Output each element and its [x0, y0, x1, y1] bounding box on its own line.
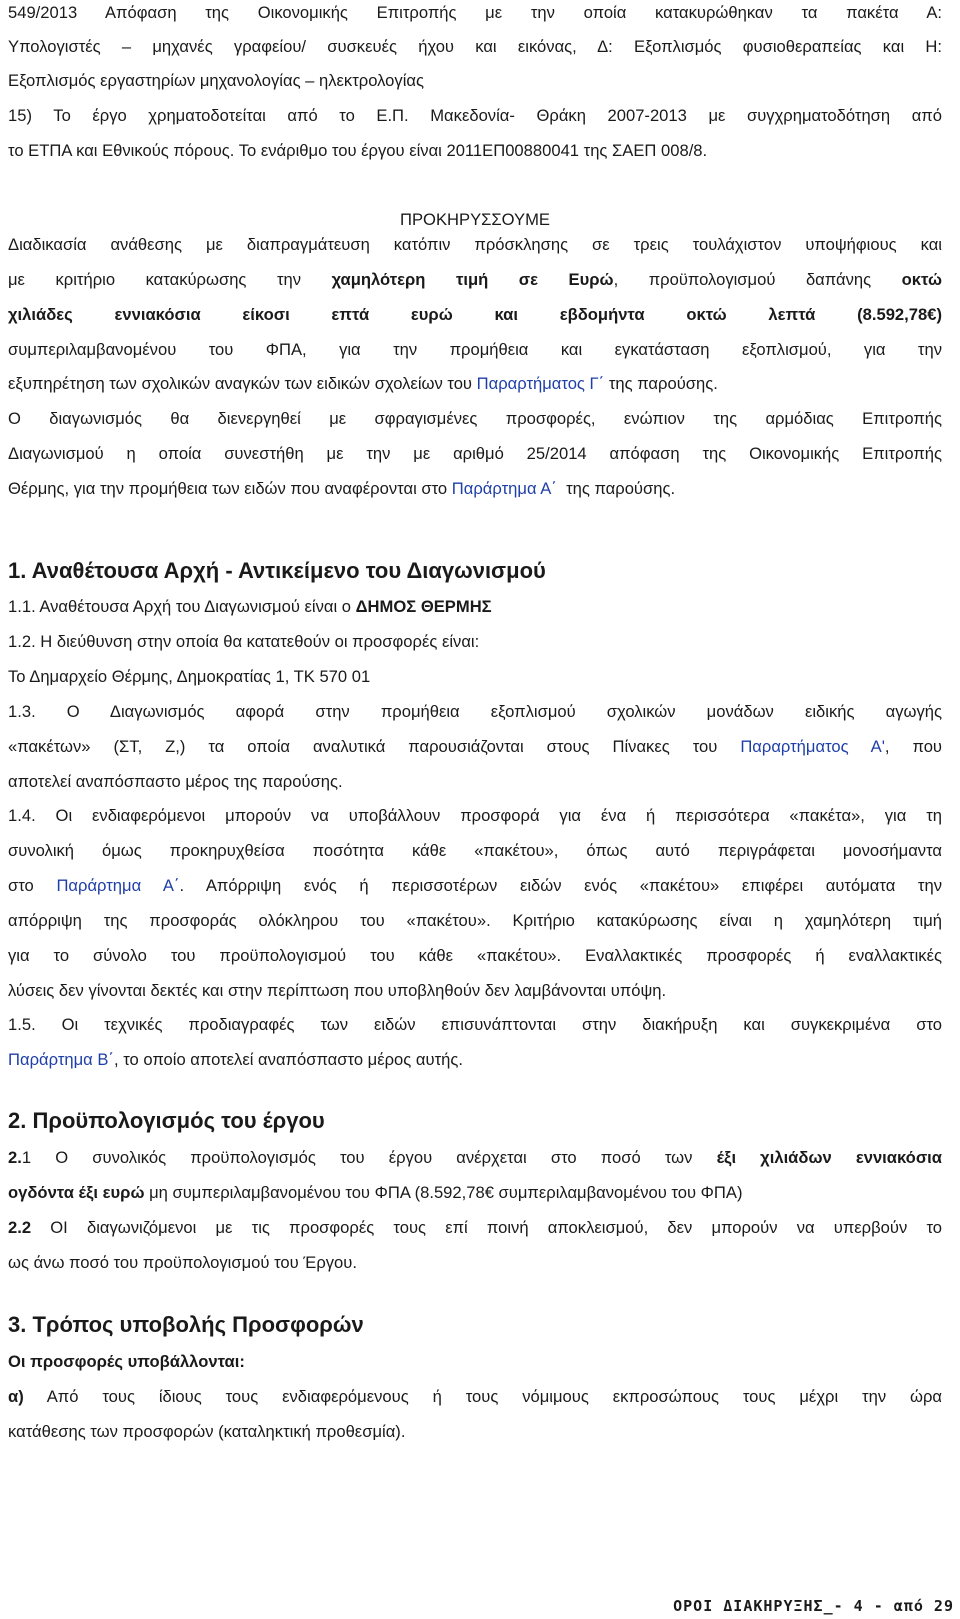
section-heading: 2. Προϋπολογισμός του έργου: [8, 1108, 325, 1133]
paragraph-line: Παράρτημα Β΄, το οποίο αποτελεί αναπόσπαστο μέρος αυτής.: [8, 1050, 463, 1069]
paragraph-line: αποτελεί αναπόσπαστο μέρος της παρούσης.: [8, 772, 343, 791]
paragraph-line: ογδόντα έξι ευρώ μη συμπεριλαμβανομένου του ΦΠΑ (8.592,78€ συμπεριλαμβανομένου του ΦΠΑ): [8, 1183, 743, 1202]
paragraph-line: Διαδικασία ανάθεσης με διαπραγμάτευση κατόπιν πρόσκλησης σε τρεις τουλάχιστον υποψήφιους και: [8, 235, 942, 254]
address-line: Το Δημαρχείο Θέρμης, Δημοκρατίας 1, ΤΚ 570 01: [8, 667, 371, 686]
paragraph-line: 1.5. Οι τεχνικές προδιαγραφές των ειδών επισυνάπτονται στην διακήρυξη και συγκεκριμένα στο: [8, 1015, 942, 1034]
paragraph-line: συνολική όμως προκηρυχθείσα ποσότητα κάθε «πακέτου», όπως αυτό περιγράφεται μονοσήμαντα: [8, 841, 942, 860]
annex-c-link[interactable]: Παραρτήματος Γ΄: [476, 374, 605, 393]
paragraph-line: «πακέτων» (ΣΤ, Ζ,) τα οποία αναλυτικά παρουσιάζονται στους Πίνακες του Παραρτήματος Α', που: [8, 737, 942, 756]
annex-a-link[interactable]: Παράρτημα Α΄: [451, 479, 557, 498]
paragraph-line: Θέρμης, για την προμήθεια των ειδών που αναφέρονται στο Παράρτημα Α΄ της παρούσης.: [8, 479, 676, 498]
subheading: Οι προσφορές υποβάλλονται:: [8, 1352, 245, 1371]
intro-line: το ΕΤΠΑ και Εθνικούς πόρους. Το ενάριθμο του έργου είναι 2011ΕΠ00880041 της ΣΑΕΠ 008/8.: [8, 141, 708, 160]
paragraph-line: στο Παράρτημα Α΄. Απόρριψη ενός ή περισσοτέρων ειδών ενός «πακέτου» επιφέρει αυτόματα την: [8, 876, 942, 895]
paragraph-line: ως άνω ποσό του προϋπολογισμού του Έργου.: [8, 1253, 357, 1272]
paragraph-line: απόρριψη της προσφοράς ολόκληρου του «πακέτου». Κριτήριο κατακύρωσης είναι η χαμηλότερη τιμή: [8, 911, 942, 930]
paragraph-line: συμπεριλαμβανομένου του ΦΠΑ, για την προμήθεια και εγκατάσταση εξοπλισμού, για την: [8, 340, 942, 359]
paragraph-line: χιλιάδες εννιακόσια είκοσι επτά ευρώ και εβδομήντα οκτώ λεπτά (8.592,78€): [8, 305, 942, 324]
paragraph-line: 1.2. Η διεύθυνση στην οποία θα κατατεθούν οι προσφορές είναι:: [8, 632, 480, 651]
paragraph-line: 2.1 Ο συνολικός προϋπολογισμός του έργου ανέρχεται στο ποσό των έξι χιλιάδων εννιακόσια: [8, 1148, 942, 1167]
paragraph-line: εξυπηρέτηση των σχολικών αναγκών των ειδικών σχολείων του Παραρτήματος Γ΄ της παρούσης.: [8, 374, 718, 393]
intro-line: Εξοπλισμός εργαστηρίων μηχανολογίας – ηλεκτρολογίας: [8, 71, 424, 90]
paragraph-line: για το σύνολο του προϋπολογισμού του κάθε «πακέτου». Εναλλακτικές προσφορές ή εναλλακτικές: [8, 946, 942, 965]
proclaim-title: ΠΡΟΚΗΡΥΣΣΟΥΜΕ: [400, 210, 550, 229]
intro-line: 549/2013 Απόφαση της Οικονομικής Επιτροπής με την οποία κατακυρώθηκαν τα πακέτα Α:: [8, 3, 942, 22]
annex-a-link[interactable]: Παραρτήματος Α': [740, 737, 885, 756]
paragraph-line: α) Από τους ίδιους τους ενδιαφερόμενους ή τους νόμιμους εκπροσώπους τους μέχρι την ώρα: [8, 1387, 942, 1406]
paragraph-line: κατάθεσης των προσφορών (καταληκτική προθεσμία).: [8, 1422, 406, 1441]
paragraph-line: 2.2 ΟΙ διαγωνιζόμενοι με τις προσφορές τους επί ποινή αποκλεισμού, δεν μπορούν να υπερβούν το: [8, 1218, 942, 1237]
intro-line: 15) Το έργο χρηματοδοτείται από το Ε.Π. Μακεδονία- Θράκη 2007-2013 με συγχρηματοδότηση από: [8, 106, 942, 125]
paragraph-line: 1.3. Ο Διαγωνισμός αφορά στην προμήθεια εξοπλισμού σχολικών μονάδων ειδικής αγωγής: [8, 702, 942, 721]
page-footer: ΟΡΟΙ ΔΙΑΚΗΡΥΞΗΣ_- 4 - από 29: [673, 1597, 954, 1615]
paragraph-line: 1.1. Αναθέτουσα Αρχή του Διαγωνισμού είναι ο ΔΗΜΟΣ ΘΕΡΜΗΣ: [8, 597, 492, 616]
paragraph-line: 1.4. Οι ενδιαφερόμενοι μπορούν να υποβάλλουν προσφορά για ένα ή περισσότερα «πακέτα», για τη: [8, 806, 942, 825]
paragraph-line: λύσεις δεν γίνονται δεκτές και στην περίπτωση που υποβληθούν δεν λαμβάνονται υπόψη.: [8, 981, 667, 1000]
intro-line: Υπολογιστές – μηχανές γραφείου/ συσκευές ήχου και εικόνας, Δ: Εξοπλισμός φυσιοθεραπείας και Η:: [8, 37, 942, 56]
annex-b-link[interactable]: Παράρτημα Β΄: [8, 1050, 114, 1069]
annex-a-link[interactable]: Παράρτημα Α΄: [56, 876, 180, 895]
section-heading: 3. Τρόπος υποβολής Προσφορών: [8, 1312, 364, 1337]
section-heading: 1. Αναθέτουσα Αρχή - Αντικείμενο του Διαγωνισμού: [8, 558, 546, 583]
paragraph-line: Διαγωνισμού η οποία συνεστήθη με την με αριθμό 25/2014 απόφαση της Οικονομικής Επιτροπής: [8, 444, 942, 463]
paragraph-line: με κριτήριο κατακύρωσης την χαμηλότερη τιμή σε Ευρώ, προϋπολογισμού δαπάνης οκτώ: [8, 270, 943, 289]
paragraph-line: Ο διαγωνισμός θα διενεργηθεί με σφραγισμένες προσφορές, ενώπιον της αρμόδιας Επιτροπής: [8, 409, 942, 428]
